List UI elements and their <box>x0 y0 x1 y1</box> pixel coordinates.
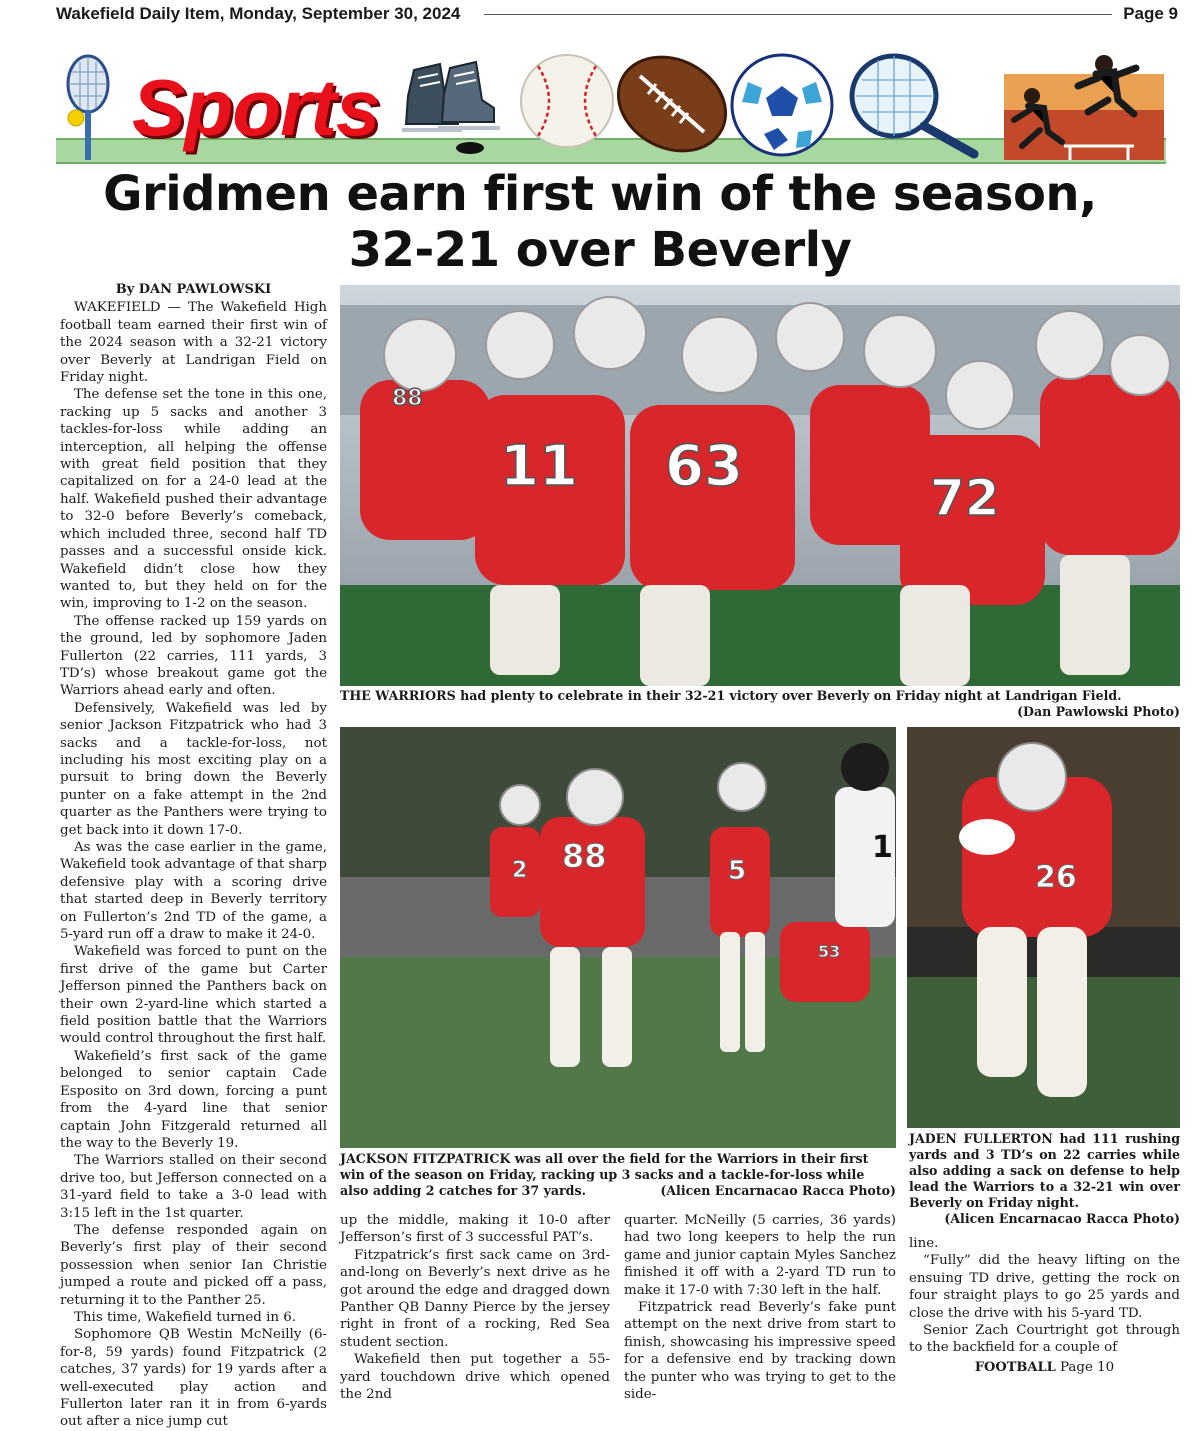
jersey-number: 63 <box>665 434 743 499</box>
article-paragraph: The offense racked up 159 yards on the ground, led by sophomore Jaden Fullerton (22 carries, 111 yards, 3 TD’s) whose breakout game got the Warriors ahead early and often. <box>60 613 327 699</box>
caption-text: JACKSON FITZPATRICK was all over the field for the Warriors in their first win of the season on Friday, racking up 3 sacks and a tackle-for-loss while also adding 2 catches for 37 yards. <box>340 1151 869 1198</box>
jersey-number: 72 <box>930 469 1000 527</box>
article-paragraph: Sophomore QB Westin McNeilly (6-for-8, 59 yards) found Fitzpatrick (2 catches, 37 yards) for 19 yards after a well-executed play action and Fullerton later ran it in from 6-yards out after a nice jump cut <box>60 1327 327 1430</box>
right-photo-caption <box>909 1131 1180 1227</box>
article-column-2 <box>340 1212 610 1403</box>
article-paragraph: Fitzpatrick read Beverly’s fake punt attempt on the next drive from start to finish, showcasing his impressive speed for a defensive end by tracking down the punter who was trying to get to the side- <box>624 1300 896 1403</box>
newspaper-dateline: Wakefield Daily Item, Monday, September 30, 2024 <box>56 4 461 23</box>
article-column-4 <box>909 1235 1180 1376</box>
article-paragraph: Wakefield’s first sack of the game belonged to senior captain Cade Esposito on 3rd down, forcing a punt from the 4-yard line that senior captain John Fitzgerald returned all the way to the Beverly 19. <box>60 1048 327 1151</box>
article-paragraph: “Fully” did the heavy lifting on the ensuing TD drive, getting the rock on four straight plays to go 25 yards and close the drive with his 5-yard TD. <box>909 1253 1180 1321</box>
jersey-number: 5 <box>728 856 747 886</box>
article-paragraph: As was the case earlier in the game, Wakefield took advantage of that sharp defensive play with a scoring drive that started deep in Beverly territory on Fullerton’s 2nd TD of the game, a 5-yard run off a draw to make it 24-0. <box>60 840 327 943</box>
left-photo-caption <box>340 1151 896 1199</box>
article-paragraph: Wakefield was forced to punt on the first drive of the game but Carter Jefferson pinned the Panthers back on their own 2-yard-line which started a field position battle that the Warriors would control throughout the first half. <box>60 944 327 1047</box>
article-paragraph: line. <box>909 1236 939 1251</box>
track-hurdlers-icon <box>1004 50 1164 162</box>
continued-jump-line <box>909 1359 1180 1376</box>
article-paragraph: Fitzpatrick’s first sack came on 3rd-and-long on Beverly’s next drive as he got around the edge and dragged down Panther QB Danny Pierce by the jersey right in front of a rocking, Red Sea student section. <box>340 1247 610 1350</box>
photo-credit: (Dan Pawlowski Photo) <box>1017 704 1180 719</box>
tennis-racket-icon <box>842 50 990 162</box>
sports-section-title: Sports <box>132 63 380 152</box>
fitzpatrick-photo <box>340 727 896 1148</box>
article-paragraph: Defensively, Wakefield was led by senior Jackson Fitzpatrick who had 3 sacks and a tackle-for-loss, not including his most exciting play on a pursuit to bring down the Beverly punter on a fake attempt in the 2nd quarter as the Panthers were trying to get back into it down 17-0. <box>60 700 327 838</box>
article-paragraph: Senior Zach Courtright got through to the backfield for a couple of <box>909 1323 1180 1356</box>
page-number: Page 9 <box>1123 4 1178 23</box>
headline-line-2: 32-21 over Beverly <box>348 222 852 278</box>
jersey-number: 1 <box>872 830 893 865</box>
article-paragraph: The Warriors stalled on their second drive too, but Jefferson connected on a 31-yard field to take a 3-0 lead with 3:15 left in the 1st quarter. <box>60 1153 327 1221</box>
caption-text: THE WARRIORS had plenty to celebrate in their 32-21 victory over Beverly on Friday night at Landrigan Field. <box>340 688 1122 703</box>
jersey-number: 88 <box>562 837 607 875</box>
jersey-number: 2 <box>512 858 528 883</box>
article-column-1 <box>60 281 327 1431</box>
team-huddle-photo <box>340 285 1180 686</box>
jersey-number: 88 <box>392 386 423 411</box>
main-photo-caption <box>340 688 1180 720</box>
byline: By DAN PAWLOWSKI <box>115 282 272 297</box>
baseball-icon <box>518 52 616 150</box>
continued-page: Page 10 <box>1060 1359 1115 1375</box>
football-icon <box>612 48 732 160</box>
article-column-3 <box>624 1212 896 1403</box>
article-paragraph: up the middle, making it 10-0 after Jefferson’s first of 3 successful PAT’s. <box>340 1213 610 1246</box>
headline-line-1: Gridmen earn first win of the season, <box>103 166 1097 222</box>
article-paragraph: WAKEFIELD — The Wakefield High football team earned their first win of the 2024 season with a 32-21 victory over Beverly at Landrigan Field on Friday night. <box>60 300 327 386</box>
lacrosse-stick-icon <box>58 52 118 162</box>
photo-credit: (Alicen Encarnacao Racca Photo) <box>660 1183 896 1198</box>
article-paragraph: This time, Wakefield turned in 6. <box>74 1309 297 1325</box>
jersey-number: 11 <box>500 434 578 499</box>
continued-section: FOOTBALL <box>974 1359 1056 1375</box>
article-paragraph: The defense set the tone in this one, racking up 5 sacks and another 3 tackles-for-loss while adding an interception, all helping the offense with great field position that they capitalized on for a 24-0 lead at the half. Wakefield pushed their advantage to 32-0 before Beverly’s comeback, which included three, second half TD passes and a successful onside kick. Wakefield didn’t close how they wanted to, but they held on for the win, improving to 1-2 on the season. <box>60 387 327 612</box>
header-rule <box>484 14 1112 15</box>
hockey-skates-icon <box>394 50 510 158</box>
caption-text: JADEN FULLERTON had 111 rushing yards and 3 TD’s on 22 carries while also adding a sack on defense to help lead the Warriors to a 32-21 win over Beverly on Friday night. <box>909 1131 1180 1210</box>
soccer-ball-icon <box>728 52 836 158</box>
fullerton-photo <box>907 727 1180 1128</box>
article-paragraph: quarter. McNeilly (5 carries, 36 yards) had two long keepers to help the run game and junior captain Myles Sanchez finished it off with a 2-yard TD run to make it 17-0 with 7:30 left in the half. <box>624 1213 896 1298</box>
article-paragraph: Wakefield then put together a 55-yard touchdown drive which opened the 2nd <box>340 1352 610 1403</box>
jersey-number: 26 <box>1035 860 1077 895</box>
article-paragraph: The defense responded again on Beverly’s first play of their second possession when senior Ian Christie jumped a route and picked off a pass, returning it to the Panther 25. <box>60 1222 327 1308</box>
photo-credit: (Alicen Encarnacao Racca Photo) <box>944 1211 1180 1226</box>
article-headline <box>60 166 1140 278</box>
jersey-number: 53 <box>818 942 841 961</box>
